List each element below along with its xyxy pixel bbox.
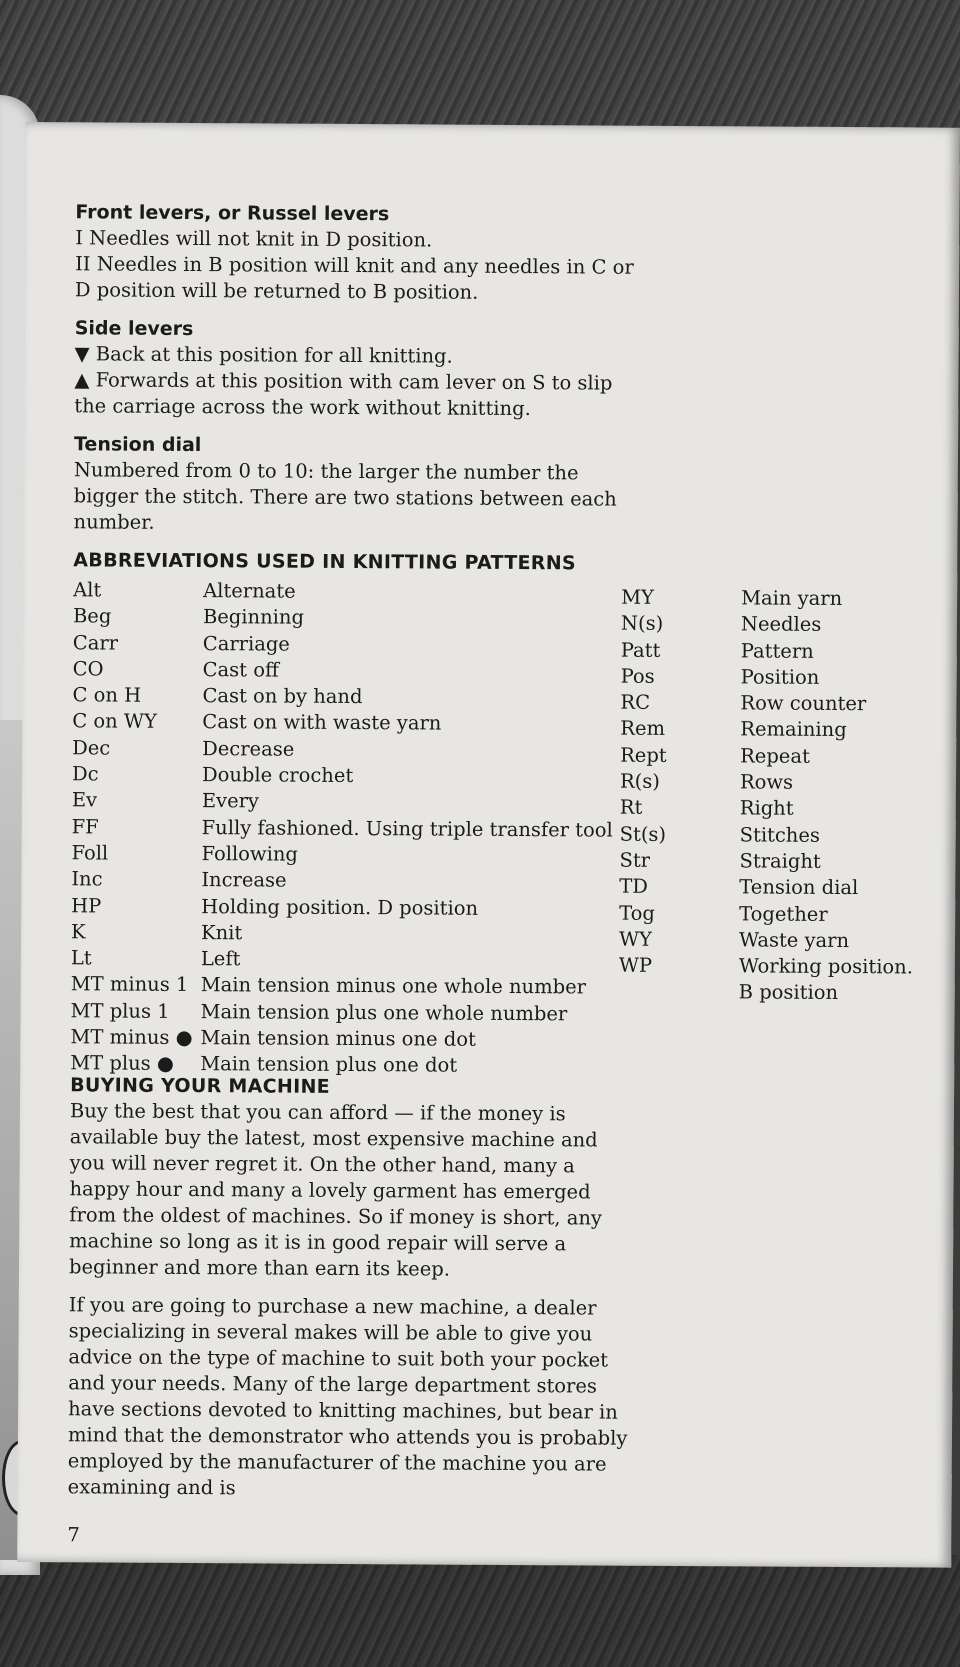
side-levers-line-1: ▼ Back at this position for all knitting. bbox=[74, 342, 453, 368]
book-page bbox=[17, 122, 960, 1568]
abbr-row bbox=[620, 769, 940, 797]
abbr-meaning: Alternate bbox=[203, 579, 296, 603]
abbr-row bbox=[72, 709, 632, 739]
abbr-meaning: Needles bbox=[740, 612, 822, 637]
abbr-meaning: Together bbox=[739, 901, 828, 926]
abbr-row bbox=[620, 821, 940, 849]
abbr-meaning: Every bbox=[201, 789, 260, 813]
abbr-row bbox=[72, 735, 632, 765]
abbr-term: Rept bbox=[620, 743, 667, 767]
abbr-row bbox=[71, 840, 631, 870]
abbr-term: Rt bbox=[619, 796, 643, 820]
tension-dial-text: Numbered from 0 to 10: the larger the number the bigger the stitch. There are two stations between each number. bbox=[73, 458, 617, 534]
abbr-term: C on H bbox=[72, 683, 142, 707]
abbr-meaning: Knit bbox=[200, 920, 243, 945]
abbr-term: WY bbox=[618, 927, 653, 951]
abbr-meaning: Repeat bbox=[740, 744, 810, 768]
abbr-term: Alt bbox=[73, 578, 102, 602]
abbr-term: Beg bbox=[72, 604, 112, 628]
abbr-term: C on WY bbox=[72, 709, 157, 734]
abbr-term: Foll bbox=[71, 841, 109, 865]
abbr-meaning: Double crochet bbox=[201, 763, 354, 788]
abbr-row bbox=[621, 585, 941, 613]
abbr-row bbox=[620, 742, 940, 770]
abbr-meaning: Carriage bbox=[202, 631, 290, 656]
abbr-row bbox=[621, 664, 941, 692]
abbr-row bbox=[73, 656, 633, 686]
abbr-term: RC bbox=[620, 690, 651, 715]
abbr-term: Str bbox=[619, 848, 651, 872]
background-top bbox=[0, 0, 960, 130]
abbr-term: St(s) bbox=[619, 822, 667, 846]
abbr-meaning: Decrease bbox=[202, 736, 295, 761]
abbr-row bbox=[621, 637, 941, 665]
abbr-row bbox=[619, 979, 939, 1007]
abbr-meaning: Main tension plus one whole number bbox=[200, 999, 568, 1026]
abbr-row bbox=[619, 926, 939, 954]
abbr-meaning: Cast off bbox=[202, 657, 279, 682]
abbr-meaning: Cast on with waste yarn bbox=[202, 710, 442, 736]
abbr-row bbox=[71, 893, 631, 923]
abbr-row bbox=[71, 919, 631, 949]
buying-heading: BUYING YOUR MACHINE bbox=[70, 1074, 331, 1098]
abbr-meaning: Tension dial bbox=[739, 875, 859, 900]
abbr-meaning: Increase bbox=[201, 868, 287, 892]
abbreviations-table bbox=[70, 577, 933, 1077]
abbr-meaning: Stitches bbox=[739, 823, 821, 847]
abbr-meaning: Rows bbox=[739, 770, 794, 794]
page-number: 7 bbox=[67, 1523, 80, 1547]
abbr-row bbox=[619, 874, 939, 902]
abbr-row bbox=[73, 604, 633, 634]
abbreviations-right-column bbox=[619, 585, 942, 1008]
abbr-row bbox=[619, 848, 939, 876]
abbr-term: Ev bbox=[71, 788, 98, 812]
abbr-meaning: Main yarn bbox=[741, 586, 843, 610]
abbr-row bbox=[70, 1051, 630, 1081]
abbr-row bbox=[72, 788, 632, 818]
abbr-meaning: B position bbox=[738, 980, 839, 1005]
abbr-term: FF bbox=[71, 814, 99, 839]
abbr-row bbox=[71, 972, 631, 1002]
abbr-row bbox=[73, 577, 633, 607]
abbr-meaning: Working position. bbox=[738, 954, 914, 979]
abbr-term: Tog bbox=[619, 901, 655, 925]
abbr-row bbox=[72, 814, 632, 844]
abbr-meaning: Main tension plus one dot bbox=[200, 1052, 458, 1077]
abbr-row bbox=[70, 998, 630, 1028]
abbr-term: MT minus 1 bbox=[70, 972, 189, 997]
abbr-meaning: Beginning bbox=[202, 605, 305, 630]
abbr-meaning: Right bbox=[739, 796, 794, 821]
abbr-meaning: Pattern bbox=[740, 638, 814, 663]
abbr-meaning: Cast on by hand bbox=[202, 684, 363, 709]
abbr-row bbox=[72, 682, 632, 712]
buying-paragraph-1: Buy the best that you can afford — if the money is available buy the latest, most expensive machine and you will never regret it. On the other hand, many a happy hour and many a lovely garment has emerged from the oldest of machines. So if money is short, any machine so long as it is in good repair will serve a beginner and more than earn its keep. bbox=[68, 1099, 603, 1281]
abbr-row bbox=[620, 795, 940, 823]
abbr-term: Patt bbox=[620, 638, 661, 662]
abbr-term: MT plus 1 bbox=[70, 999, 170, 1023]
abbr-term: Inc bbox=[71, 867, 103, 891]
abbr-term: Lt bbox=[70, 946, 92, 970]
abbr-row bbox=[621, 611, 941, 639]
abbr-term: N(s) bbox=[620, 611, 664, 636]
abbr-term: Carr bbox=[72, 630, 119, 655]
abbr-meaning: Following bbox=[201, 842, 298, 866]
abbr-term: CO bbox=[72, 657, 104, 681]
background-bottom bbox=[0, 1555, 960, 1667]
abbr-term: MY bbox=[621, 585, 655, 609]
buying-paragraph-2: If you are going to purchase a new machine, a dealer specializing in several makes will be able to give you advice on the type of machine to suit both your pocket and your needs. Many of the large department stores have sections devoted to knitting machines, but bear in mind that the demonstrator who attends you is probably employed by the manufacturer of the machine you are examining and is bbox=[67, 1293, 628, 1500]
front-levers-heading: Front levers, or Russel levers bbox=[75, 201, 390, 226]
front-levers-line-1: I Needles will not knit in D position. bbox=[75, 226, 433, 252]
abbr-row bbox=[620, 716, 940, 744]
abbr-meaning: Fully fashioned. Using triple transfer tool bbox=[201, 815, 613, 842]
abbr-meaning: Row counter bbox=[740, 691, 867, 716]
abbr-meaning: Remaining bbox=[740, 717, 847, 742]
abbr-term: HP bbox=[71, 893, 102, 918]
tension-dial-heading: Tension dial bbox=[73, 433, 202, 457]
abbr-row bbox=[619, 953, 939, 981]
side-levers-heading: Side levers bbox=[74, 317, 194, 341]
abbr-term: Dc bbox=[71, 762, 99, 786]
abbr-term: K bbox=[70, 920, 86, 944]
abbr-row bbox=[73, 630, 633, 660]
page-content bbox=[67, 199, 935, 1553]
abbr-term bbox=[619, 979, 739, 1006]
abbr-meaning: Holding position. D position bbox=[201, 894, 479, 920]
abbr-row bbox=[70, 1024, 630, 1054]
front-levers-line-2: II Needles in B position will knit and any needles in C or D position will be returned to B position. bbox=[74, 252, 634, 304]
abbr-term: Pos bbox=[620, 664, 655, 688]
abbr-term: Rem bbox=[620, 717, 666, 741]
abbr-term: MT minus ● bbox=[70, 1025, 193, 1050]
abbr-term: WP bbox=[618, 953, 653, 977]
abbr-meaning: Position bbox=[740, 665, 820, 689]
abbr-term: Dec bbox=[72, 736, 111, 760]
abbr-row bbox=[72, 761, 632, 791]
side-levers-line-2: ▲ Forwards at this position with cam lever on S to slip the carriage across the work without knitting. bbox=[74, 368, 613, 421]
abbreviations-left-column bbox=[70, 577, 633, 1080]
abbr-meaning: Straight bbox=[739, 849, 821, 873]
abbr-meaning: Left bbox=[200, 947, 241, 971]
abbr-row bbox=[71, 945, 631, 975]
abbr-row bbox=[619, 900, 939, 928]
abbr-row bbox=[71, 867, 631, 897]
abbr-meaning: Main tension minus one dot bbox=[200, 1026, 476, 1051]
abbreviations-heading: ABBREVIATIONS USED IN KNITTING PATTERNS bbox=[73, 549, 577, 575]
abbr-term: R(s) bbox=[619, 769, 660, 793]
abbr-term: MT plus ● bbox=[70, 1051, 174, 1076]
abbr-meaning: Waste yarn bbox=[738, 928, 850, 952]
abbr-meaning: Main tension minus one whole number bbox=[200, 973, 587, 999]
abbr-row bbox=[620, 690, 940, 718]
abbr-term: TD bbox=[619, 874, 649, 899]
